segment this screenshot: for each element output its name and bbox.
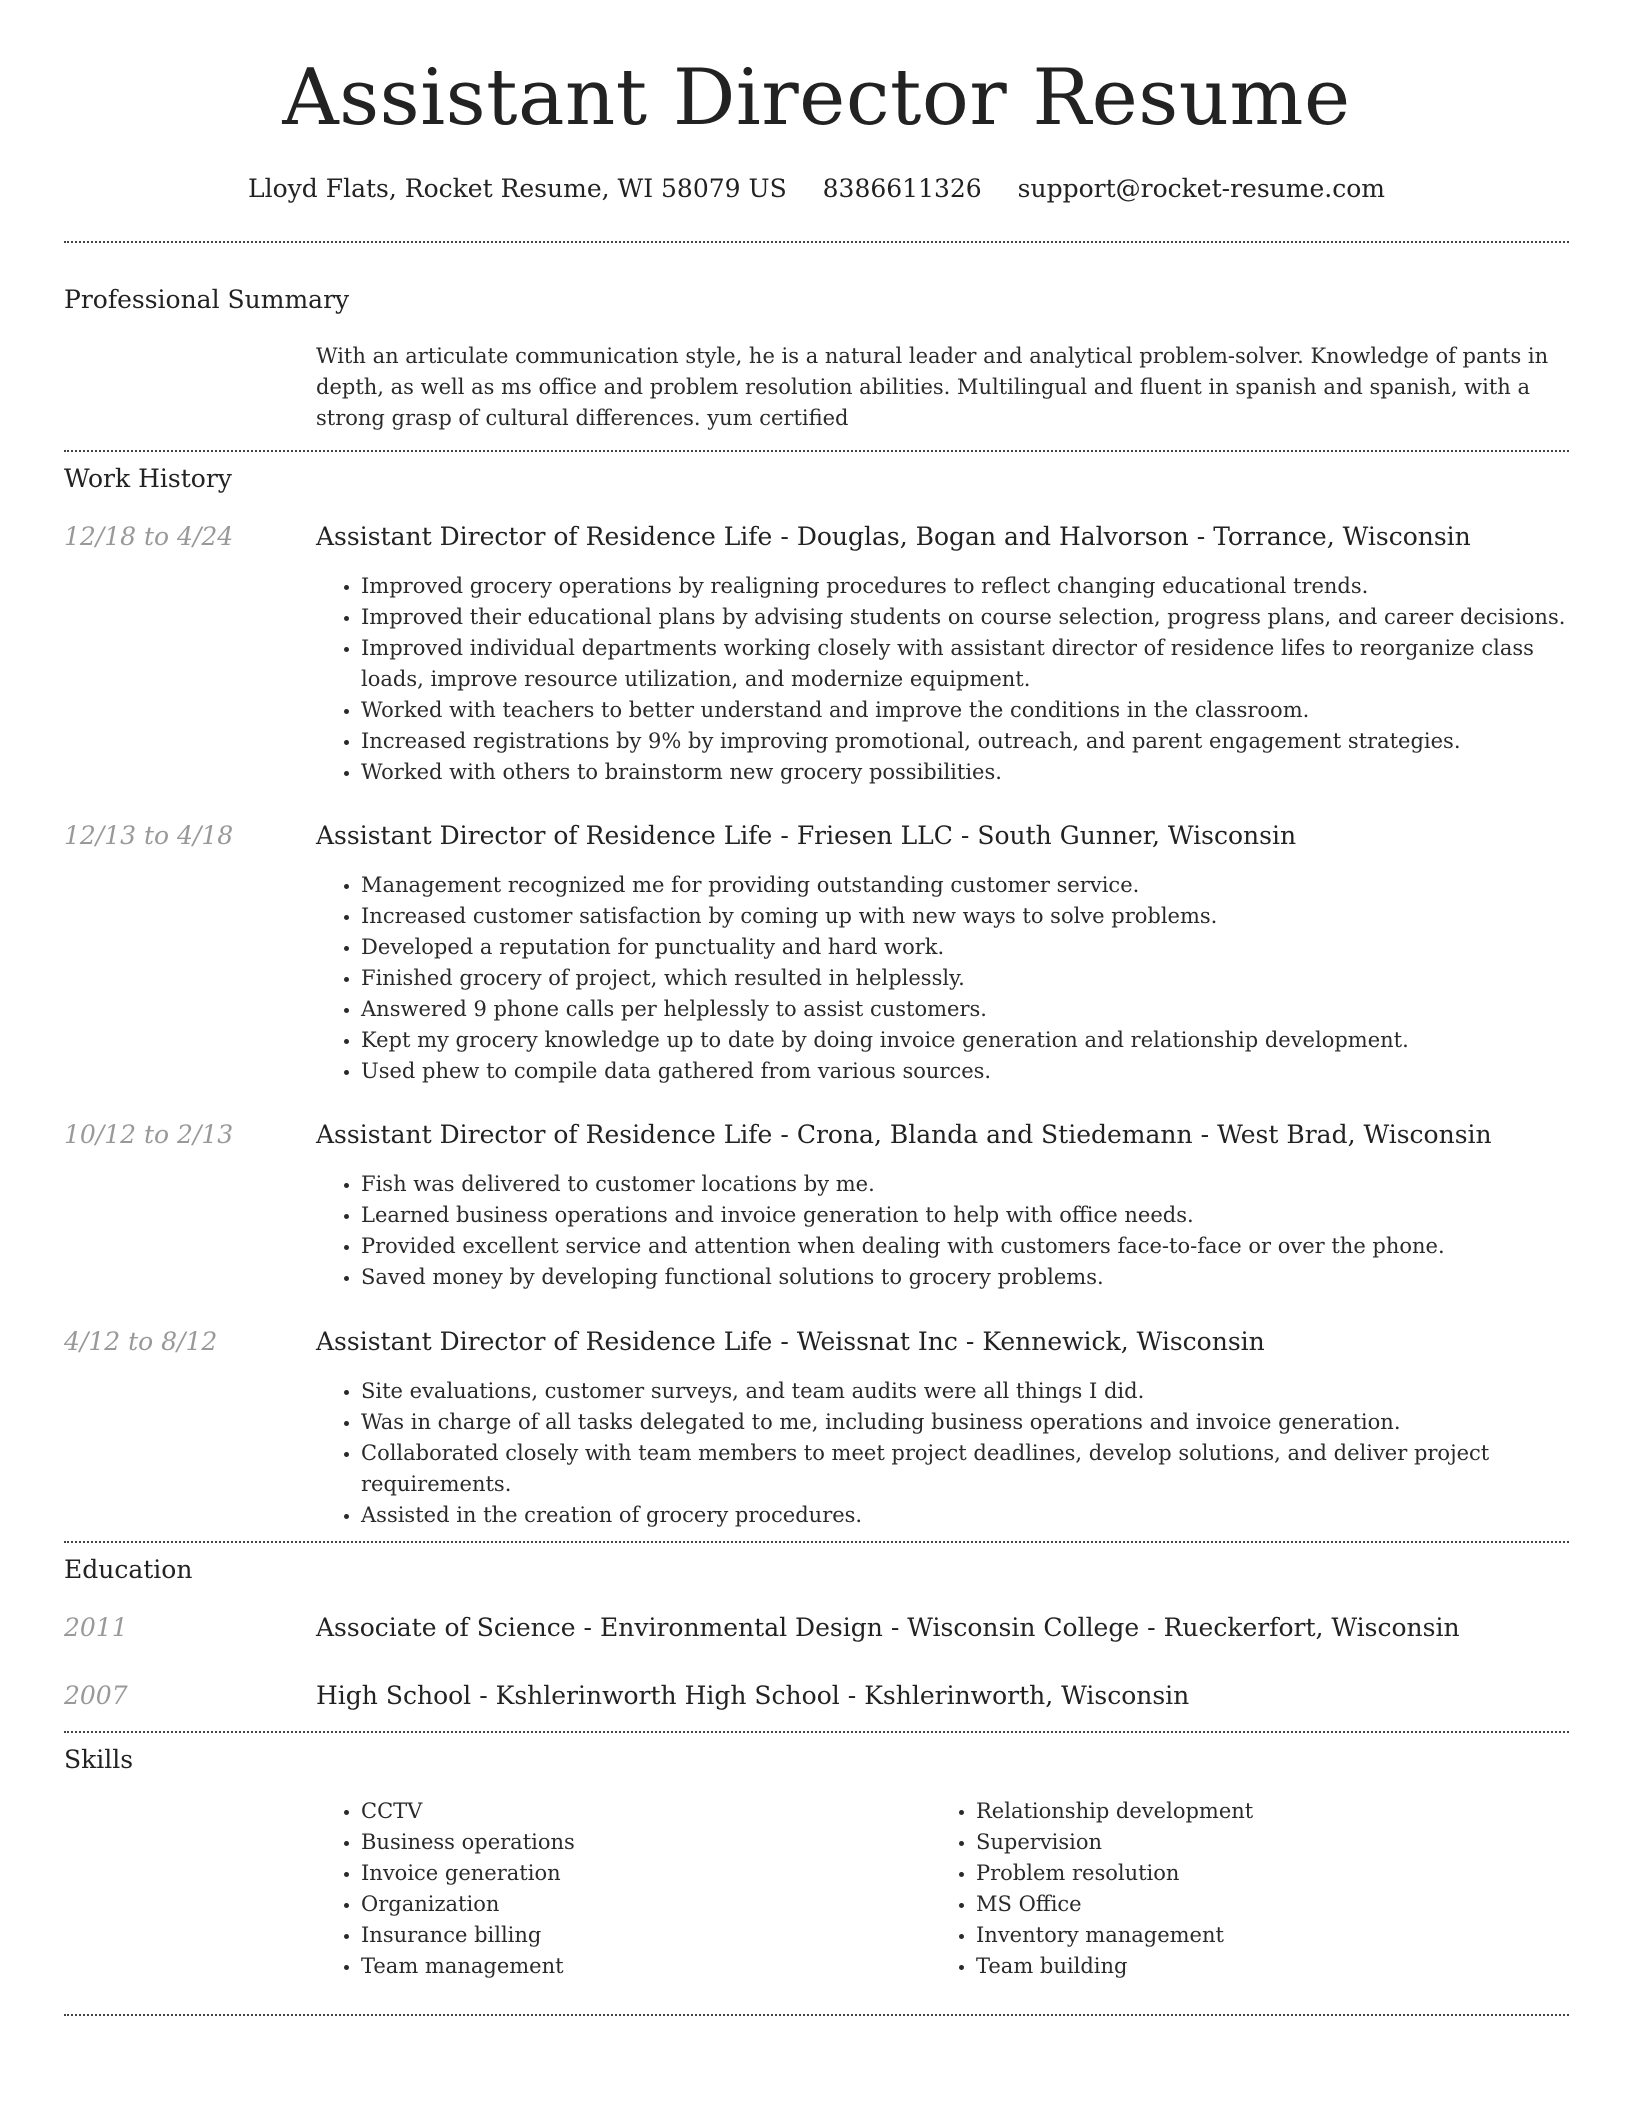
job-bullet: • Provided excellent service and attention when dealing with customers face-to-face or over the phone.	[361, 1231, 1579, 1262]
job-title: Assistant Director of Residence Life	[316, 522, 773, 551]
section-divider	[64, 450, 1569, 452]
contact-email: support@rocket-resume.com	[1017, 174, 1385, 203]
skill-item: • Team building	[976, 1951, 1576, 1982]
education-year: 2011	[64, 1613, 128, 1642]
skills-list-right	[931, 1796, 1576, 1982]
job-dates: 12/13 to 4/18	[64, 821, 234, 850]
skill-item: • Business operations	[361, 1827, 931, 1858]
contact-phone: 8386611326	[822, 174, 982, 203]
skill-item: • CCTV	[361, 1796, 931, 1827]
summary-text: With an articulate communication style, he is a natural leader and analytical problem-solver. Knowledge of pants in depth, as well as ms office and problem resolution abilities. Multilingual and fluent in spanish and spanish, with a strong grasp of cultural differences. yum certified	[316, 344, 1549, 430]
section-divider	[64, 1731, 1569, 1733]
contact-address: Lloyd Flats, Rocket Resume, WI 58079 US	[248, 174, 787, 203]
job-bullet: • Finished grocery of project, which resulted in helplessly.	[361, 963, 1579, 994]
education-field: Environmental Design	[599, 1613, 883, 1642]
education-location: Rueckerfort, Wisconsin	[1163, 1613, 1460, 1642]
skill-item: • Inventory management	[976, 1920, 1576, 1951]
skill-item: • Problem resolution	[976, 1858, 1576, 1889]
job-title: Assistant Director of Residence Life	[316, 821, 773, 850]
job-company: Douglas, Bogan and Halvorson	[796, 522, 1189, 551]
contact-line	[64, 170, 1569, 208]
job-location: West Brad, Wisconsin	[1217, 1120, 1492, 1149]
job-bullet: • Improved their educational plans by advising students on course selection, progress plans, and career decisions.	[361, 602, 1579, 633]
job-bullets	[316, 870, 1579, 1087]
summary-heading: Professional Summary	[64, 285, 350, 314]
work-history-heading: Work History	[64, 464, 232, 493]
skill-item: • Insurance billing	[361, 1920, 931, 1951]
job-company: Crona, Blanda and Stiedemann	[796, 1120, 1193, 1149]
job-bullets	[316, 571, 1579, 788]
job-heading: Assistant Director of Residence Life - Friesen LLC - South Gunner, Wisconsin	[316, 821, 1297, 850]
job-bullet: • Worked with teachers to better understand and improve the conditions in the classroom.	[361, 695, 1579, 726]
job-bullet: • Developed a reputation for punctuality and hard work.	[361, 932, 1579, 963]
education-school: Wisconsin College	[907, 1613, 1140, 1642]
section-divider	[64, 1541, 1569, 1543]
skills-list-left	[316, 1796, 931, 1982]
job-bullet: • Fish was delivered to customer locations by me.	[361, 1169, 1579, 1200]
job-dates: 10/12 to 2/13	[64, 1120, 234, 1149]
job-bullets	[316, 1376, 1579, 1531]
job-bullet: • Answered 9 phone calls per helplessly to assist customers.	[361, 994, 1579, 1025]
education-year: 2007	[64, 1681, 128, 1710]
job-title: Assistant Director of Residence Life	[316, 1120, 773, 1149]
job-heading: Assistant Director of Residence Life - Weissnat Inc - Kennewick, Wisconsin	[316, 1327, 1265, 1356]
skill-item: • MS Office	[976, 1889, 1576, 1920]
skill-item: • Organization	[361, 1889, 931, 1920]
job-location: Kennewick, Wisconsin	[982, 1327, 1265, 1356]
skill-item: • Relationship development	[976, 1796, 1576, 1827]
skill-item: • Invoice generation	[361, 1858, 931, 1889]
section-divider	[64, 241, 1569, 243]
job-dates: 4/12 to 8/12	[64, 1327, 218, 1356]
job-bullet: • Kept my grocery knowledge up to date by doing invoice generation and relationship development.	[361, 1025, 1579, 1056]
job-heading: Assistant Director of Residence Life - Douglas, Bogan and Halvorson - Torrance, Wisconsin	[316, 522, 1471, 551]
job-bullet: • Was in charge of all tasks delegated to me, including business operations and invoice generation.	[361, 1407, 1579, 1438]
skills-heading: Skills	[64, 1745, 134, 1774]
education-degree: High School	[316, 1681, 472, 1710]
job-title: Assistant Director of Residence Life	[316, 1327, 773, 1356]
education-school: Kshlerinworth High School	[495, 1681, 840, 1710]
education-location: Kshlerinworth, Wisconsin	[864, 1681, 1190, 1710]
job-bullet: • Collaborated closely with team members to meet project deadlines, develop solutions, and deliver project requirements.	[361, 1438, 1579, 1500]
job-bullet: • Used phew to compile data gathered from various sources.	[361, 1056, 1579, 1087]
resume-page	[64, 0, 1569, 2112]
job-bullet: • Assisted in the creation of grocery procedures.	[361, 1500, 1579, 1531]
education-entry: High School - Kshlerinworth High School - Kshlerinworth, Wisconsin	[316, 1681, 1190, 1710]
skill-item: • Supervision	[976, 1827, 1576, 1858]
education-degree: Associate of Science	[316, 1613, 576, 1642]
job-company: Weissnat Inc	[796, 1327, 958, 1356]
education-heading: Education	[64, 1555, 193, 1584]
job-bullet: • Improved individual departments working closely with assistant director of residence lifes to reorganize class loads, improve resource utilization, and modernize equipment.	[361, 633, 1579, 695]
job-bullet: • Saved money by developing functional solutions to grocery problems.	[361, 1262, 1579, 1293]
job-location: South Gunner, Wisconsin	[977, 821, 1297, 850]
job-bullet: • Increased customer satisfaction by coming up with new ways to solve problems.	[361, 901, 1579, 932]
job-bullet: • Management recognized me for providing outstanding customer service.	[361, 870, 1579, 901]
job-heading: Assistant Director of Residence Life - Crona, Blanda and Stiedemann - West Brad, Wisconsin	[316, 1120, 1492, 1149]
job-bullet: • Improved grocery operations by realigning procedures to reflect changing educational trends.	[361, 571, 1579, 602]
resume-title: Assistant Director Resume	[282, 53, 1351, 143]
job-dates: 12/18 to 4/24	[64, 522, 234, 551]
job-bullet: • Increased registrations by 9% by improving promotional, outreach, and parent engagement strategies.	[361, 726, 1579, 757]
job-company: Friesen LLC	[796, 821, 953, 850]
section-divider	[64, 2014, 1569, 2016]
job-bullet: • Worked with others to brainstorm new grocery possibilities.	[361, 757, 1579, 788]
job-location: Torrance, Wisconsin	[1213, 522, 1471, 551]
job-bullet: • Learned business operations and invoice generation to help with office needs.	[361, 1200, 1579, 1231]
job-bullets	[316, 1169, 1579, 1293]
education-entry: Associate of Science - Environmental Design - Wisconsin College - Rueckerfort, Wisconsin	[316, 1613, 1460, 1642]
job-bullet: • Site evaluations, customer surveys, and team audits were all things I did.	[361, 1376, 1579, 1407]
skill-item: • Team management	[361, 1951, 931, 1982]
